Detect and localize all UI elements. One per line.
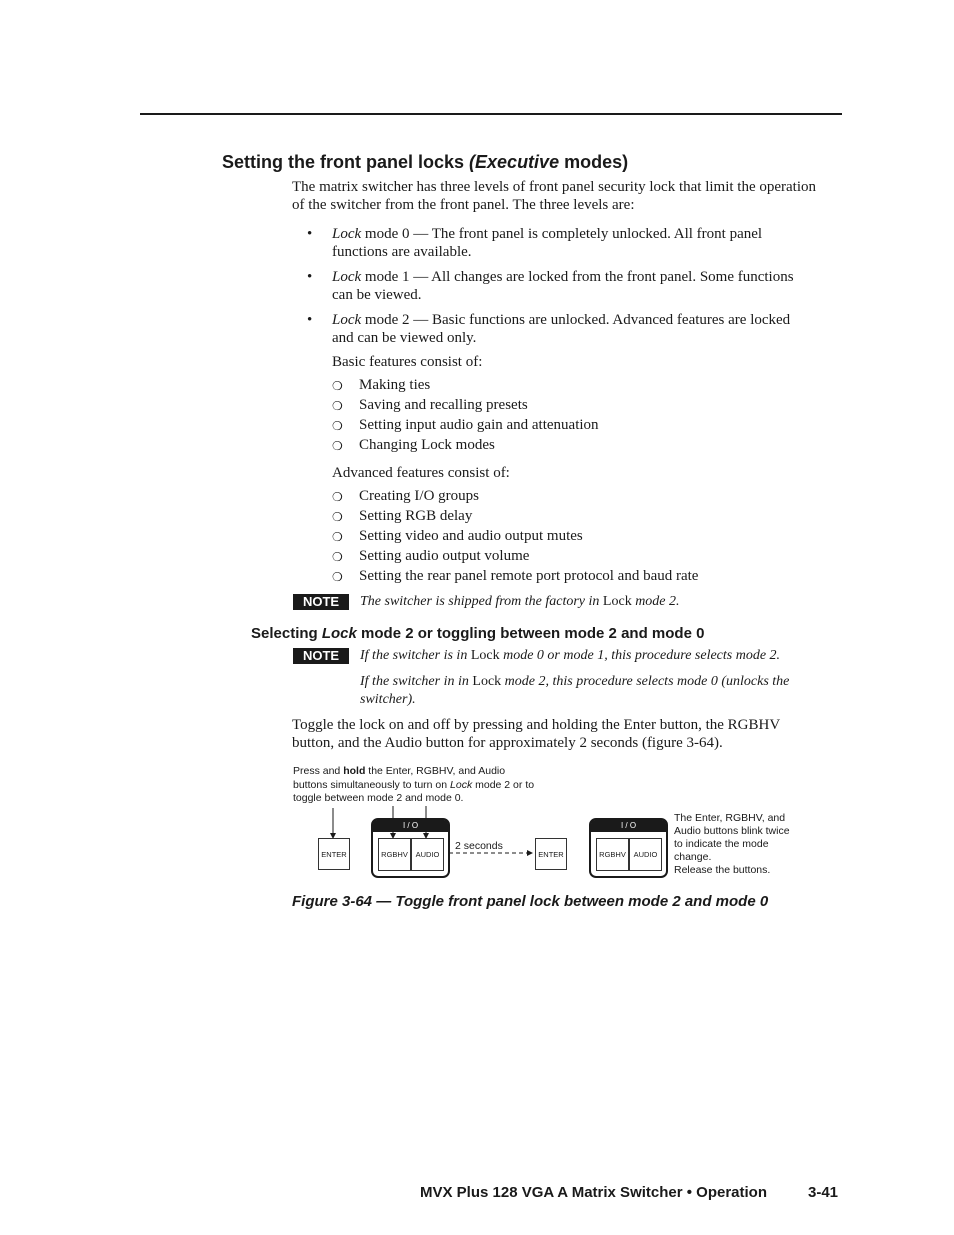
seconds-label: 2 seconds [455, 840, 503, 852]
mode-desc: The front panel is completely unlocked. All front panel [431, 226, 763, 242]
note-text-part: mode 0 or mode 1, this procedure selects mode 2. [499, 648, 781, 663]
subheading-text-end: mode 2 or toggling between mode 2 and mode 0 [356, 625, 705, 642]
blink-line: Audio buttons blink twice [674, 825, 790, 837]
circle-bullet-icon: ❍ [332, 510, 343, 524]
enter-label: ENTER [321, 849, 347, 859]
circle-bullet-icon: ❍ [332, 550, 343, 564]
blink-line: Release the buttons. [674, 864, 771, 876]
mode-desc-cont: and can be viewed only. [332, 329, 477, 346]
io-group-2 [589, 818, 668, 878]
mode-desc-cont: can be viewed. [332, 286, 422, 303]
note-text-part: If the switcher is in [360, 648, 471, 663]
audio-label: AUDIO [415, 850, 440, 859]
mode-label: mode 1 — [361, 269, 432, 285]
note-text-part: mode 2, this procedure selects mode 0 (unlocks the [501, 674, 790, 689]
basic-intro: Basic features consist of: [332, 354, 483, 370]
fig-italic: Lock [450, 778, 473, 791]
fig-bold: hold [343, 765, 366, 777]
advanced-item-text: Setting video and audio output mutes [359, 528, 583, 544]
io-group-1 [371, 818, 450, 878]
heading-italic: (Executive [469, 152, 560, 172]
mode-desc: All changes are locked from the front panel. Some functions [431, 269, 794, 285]
bullet: • [307, 312, 313, 328]
circle-bullet-icon: ❍ [332, 419, 343, 433]
circle-bullet-icon: ❍ [332, 439, 343, 453]
rgbhv-button-2[interactable] [596, 838, 629, 871]
io-label: I / O [591, 820, 666, 832]
toggle-line: Toggle the lock on and off by pressing and holding the Enter button, the RGBHV [292, 717, 781, 733]
intro-paragraph: The matrix switcher has three levels of front panel security lock that limit the operation of the switcher from the front panel. The three levels are: [292, 179, 816, 213]
figure-blink-text [674, 812, 790, 877]
circle-bullet-icon: ❍ [332, 570, 343, 584]
advanced-item-text: Setting audio output volume [359, 548, 530, 564]
advanced-intro: Advanced features consist of: [332, 465, 510, 481]
audio-label: AUDIO [633, 850, 658, 859]
note-badge: NOTE [293, 594, 349, 610]
footer-title: MVX Plus 128 VGA A Matrix Switcher • Operation [420, 1184, 768, 1201]
enter-button-2[interactable] [535, 838, 567, 870]
note-text-part: mode 2. [631, 594, 680, 609]
note-lock-word: Lock [470, 648, 500, 663]
mode-label: mode 2 — [361, 312, 432, 328]
note-text-part: The switcher is shipped from the factory in [360, 594, 603, 609]
blink-line: change. [674, 851, 712, 863]
enter-button-1[interactable] [318, 838, 350, 870]
mode-desc-cont: functions are available. [332, 243, 472, 260]
circle-bullet-icon: ❍ [332, 379, 343, 393]
subheading-text: Selecting [251, 625, 322, 642]
circle-bullet-icon: ❍ [332, 399, 343, 413]
enter-label: ENTER [538, 849, 564, 859]
page-number: 3-41 [808, 1184, 839, 1201]
rgbhv-label: RGBHV [599, 850, 626, 859]
lock-word: Lock [332, 226, 362, 242]
fig-text-part: the Enter, RGBHV, and Audio [365, 765, 506, 777]
heading-text-end: modes) [559, 152, 629, 172]
figure-caption: Figure 3-64 — Toggle front panel lock between mode 2 and mode 0 [292, 893, 769, 910]
bullet: • [307, 226, 313, 242]
note-lock-word: Lock [602, 594, 632, 609]
basic-item-text: Saving and recalling presets [359, 397, 528, 413]
bullet: • [307, 269, 313, 285]
advanced-item-text: Setting RGB delay [359, 508, 473, 524]
fig-text-part: Press and [293, 765, 344, 777]
lock-word: Lock [332, 312, 362, 328]
basic-item-text: Changing Lock modes [359, 437, 495, 453]
note-text-part: switcher). [360, 692, 416, 707]
basic-item-text: Making ties [359, 377, 431, 393]
lock-word: Lock [332, 269, 362, 285]
rgbhv-label: RGBHV [381, 850, 408, 859]
audio-button-2[interactable] [629, 838, 662, 871]
basic-item-text: Setting input audio gain and attenuation [359, 417, 599, 433]
mode-desc: Basic functions are unlocked. Advanced features are locked [432, 312, 791, 328]
note-text-part: If the switcher in in [360, 674, 473, 689]
rgbhv-button-1[interactable] [378, 838, 411, 871]
mode-label: mode 0 — [361, 226, 432, 242]
blink-line: to indicate the mode [674, 838, 769, 850]
advanced-item-text: Creating I/O groups [359, 488, 479, 504]
io-label: I / O [373, 820, 448, 832]
subheading-italic: Lock [321, 625, 357, 642]
toggle-line: button, and the Audio button for approximately 2 seconds (figure 3-64). [292, 734, 723, 751]
audio-button-1[interactable] [411, 838, 444, 871]
fig-text-part: buttons simultaneously to turn on [293, 778, 451, 791]
circle-bullet-icon: ❍ [332, 530, 343, 544]
fig-text-part: mode 2 or to [472, 778, 535, 791]
blink-line: The Enter, RGBHV, and [674, 812, 786, 824]
note-lock-word: Lock [472, 674, 502, 689]
advanced-item-text: Setting the rear panel remote port protocol and baud rate [359, 568, 699, 584]
note-badge: NOTE [293, 648, 349, 664]
fig-text-part: toggle between mode 2 and mode 0. [293, 792, 464, 804]
heading-text: Setting the front panel locks [222, 152, 470, 172]
circle-bullet-icon: ❍ [332, 490, 343, 504]
